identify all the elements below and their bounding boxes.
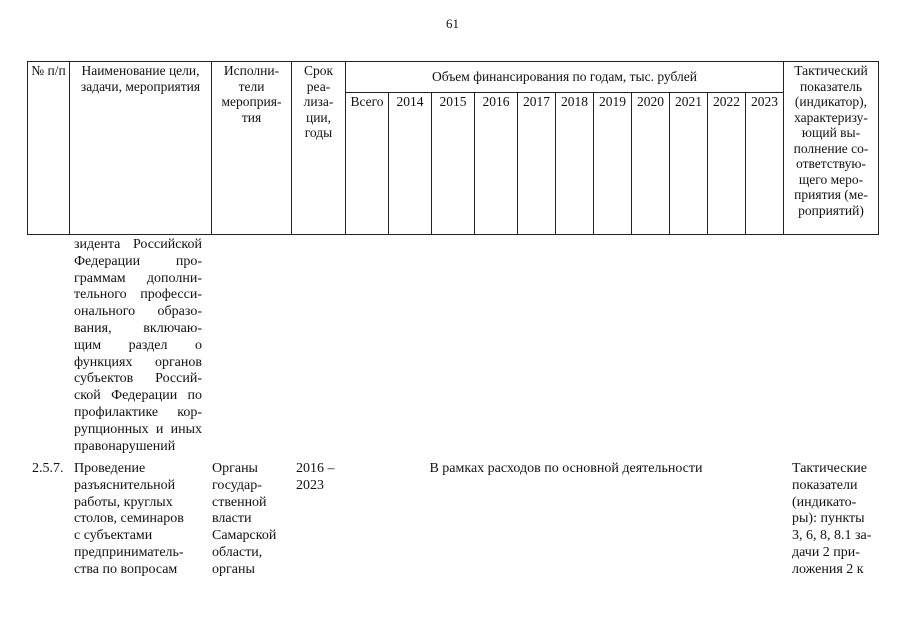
text-line: Тактические	[792, 461, 867, 476]
text-line: ры): пункты	[792, 511, 865, 527]
text-line: Федерации про-	[74, 253, 202, 269]
text-line: Самарской	[212, 528, 277, 544]
text-line: правонарушений	[74, 438, 176, 454]
text-line: власти	[212, 511, 252, 527]
header-year: 2018	[556, 93, 594, 235]
header-num: № п/п	[28, 62, 70, 235]
text-line: 2016 –	[296, 461, 335, 476]
text-line: 3, 6, 8, 8.1 за-	[792, 528, 872, 544]
text-line: Органы	[212, 461, 258, 476]
header-name: Наименование цели, задачи, мероприятия	[70, 62, 212, 235]
row-name	[74, 461, 202, 579]
header-year: 2015	[432, 93, 475, 235]
text-line: органы	[212, 561, 255, 577]
text-line: (индикато-	[792, 494, 857, 510]
header-year: 2023	[746, 93, 784, 235]
text-line: тельного професси-	[74, 287, 202, 303]
text-line: разъяснительной	[74, 477, 176, 493]
header-year: 2017	[518, 93, 556, 235]
text-line: граммам дополни-	[74, 270, 202, 286]
text-line: ской Федерации по	[74, 388, 202, 404]
text-line: 2023	[296, 477, 324, 493]
header-year: 2021	[670, 93, 708, 235]
text-line: Проведение	[74, 461, 146, 476]
header-year: 2020	[632, 93, 670, 235]
text-line: показатели	[792, 477, 858, 493]
text-line: субъектов Россий-	[74, 371, 202, 387]
row-indicator	[792, 461, 876, 579]
row-number: 2.5.7.	[32, 461, 64, 476]
text-line: столов, семинаров	[74, 511, 184, 527]
row-term	[296, 461, 342, 495]
header-year: 2019	[594, 93, 632, 235]
header-funding: Объем финансирования по годам, тыс. рублей	[346, 62, 784, 93]
header-indicator: Тактический показатель (индикатор), характеризу-ющий вы-полнение со-ответствую-щего меро-приятия (ме-роприятий)	[784, 62, 879, 235]
header-executors: Исполни-тели мероприя-тия	[212, 62, 292, 235]
table-header	[27, 61, 879, 235]
text-line: рупционных и иных	[74, 421, 202, 437]
header-year: 2016	[475, 93, 518, 235]
text-line: ства по вопросам	[74, 561, 178, 577]
row-funding: В рамках расходов по основной деятельности	[429, 461, 703, 476]
text-line: ственной	[212, 494, 267, 510]
text-line: функциях органов	[74, 354, 202, 370]
text-line: предприниматель-	[74, 544, 184, 560]
text-line: вания, включаю-	[74, 320, 202, 336]
text-line: работы, круглых	[74, 494, 173, 510]
header-year: 2022	[708, 93, 746, 235]
text-line: онального образо-	[74, 304, 202, 320]
header-total: Всего	[346, 93, 389, 235]
text-line: дачи 2 при-	[792, 544, 860, 560]
text-line: зидента Российской	[74, 237, 202, 252]
text-line: области,	[212, 544, 263, 560]
continuation-text	[74, 237, 202, 455]
text-line: ложения 2 к	[792, 561, 864, 577]
text-line: щим раздел о	[74, 337, 202, 353]
text-line: профилактике кор-	[74, 404, 202, 420]
text-line: государ-	[212, 477, 262, 493]
row-executors	[212, 461, 292, 579]
header-term: Срок реа-лиза-ции, годы	[292, 62, 346, 235]
header-year: 2014	[389, 93, 432, 235]
page-number: 61	[446, 16, 459, 31]
text-line: с субъектами	[74, 528, 153, 544]
